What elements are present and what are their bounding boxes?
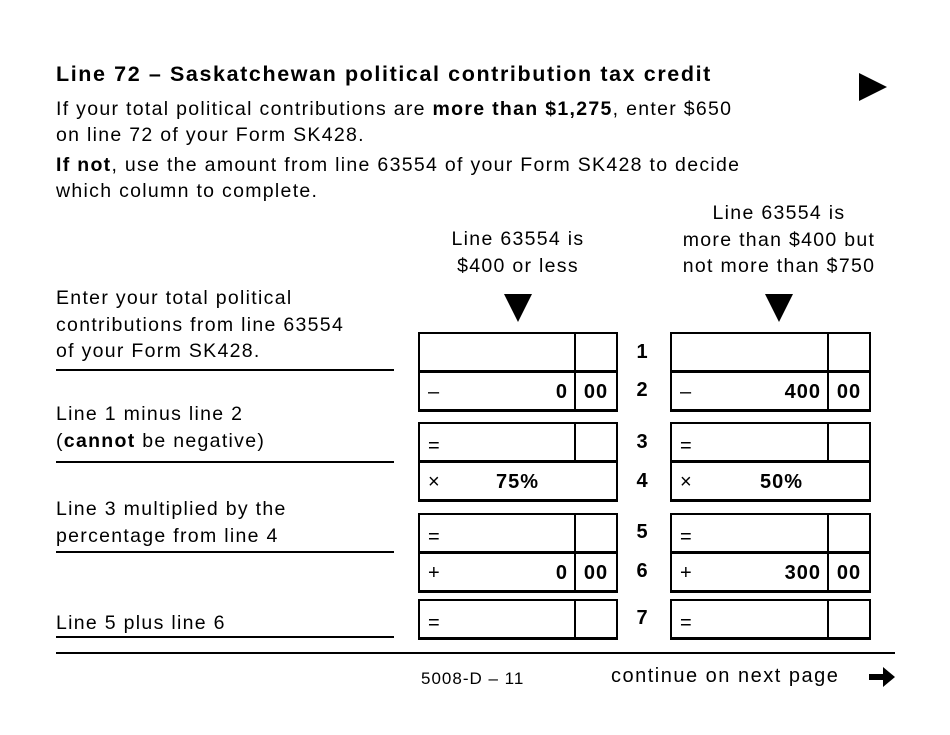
intro-text: which column to complete. — [56, 180, 319, 202]
equals-operator: = — [680, 435, 692, 457]
page-number: 5008-D – 11 — [421, 669, 525, 688]
intro-paragraph-2 — [56, 152, 740, 204]
right-line7-cents-field[interactable] — [827, 601, 869, 637]
intro-if-not: If not — [56, 154, 112, 176]
equals-operator: = — [680, 526, 692, 548]
equals-operator: = — [428, 612, 440, 634]
left-line5-cents-field[interactable] — [574, 515, 616, 551]
line1-label — [56, 285, 344, 365]
right-line6-cents-cell — [827, 554, 869, 590]
label-line: percentage from line 4 — [56, 524, 279, 547]
right-line1-amount-field[interactable] — [670, 332, 871, 373]
line-number-2: 2 — [636, 379, 648, 401]
right-line4-rate: 50% — [759, 471, 804, 493]
label-divider — [56, 461, 394, 463]
intro-text: If your total political contributions are — [56, 98, 433, 120]
right-header-line: Line 63554 is — [712, 202, 846, 224]
label-divider — [56, 636, 394, 638]
continue-arrow-icon[interactable] — [868, 665, 896, 689]
label-line: of your Form SK428. — [56, 340, 261, 362]
left-column-down-arrow-icon — [504, 294, 532, 322]
left-line6-cents-cell — [574, 554, 616, 590]
left-line7-cents-field[interactable] — [574, 601, 616, 637]
right-line6-dollars: 300 — [784, 562, 821, 584]
left-header-line: $400 or less — [457, 254, 579, 277]
label-line: Line 1 minus line 2 — [56, 403, 244, 425]
right-header-line: not more than $750 — [682, 255, 876, 277]
right-line3-cents-field[interactable] — [827, 424, 869, 460]
left-line5-amount-field[interactable] — [418, 513, 618, 554]
equals-operator: = — [428, 435, 440, 457]
left-line4-rate: 75% — [495, 471, 540, 493]
label-line: Line 3 multiplied by the — [56, 498, 287, 520]
multiply-operator: × — [680, 471, 692, 493]
left-line6-dollars: 0 — [555, 562, 568, 584]
equals-operator: = — [428, 526, 440, 548]
multiply-operator: × — [428, 471, 440, 493]
label-line — [56, 428, 265, 455]
label-line: Enter your total political — [56, 287, 293, 309]
right-line6-amount-field — [670, 552, 871, 593]
intro-threshold: more than $1,275 — [432, 98, 613, 120]
right-line5-cents-field[interactable] — [827, 515, 869, 551]
label-line: contributions from line 63554 — [56, 313, 345, 336]
left-line1-amount-field[interactable] — [418, 332, 618, 373]
intro-paragraph-1 — [56, 96, 732, 148]
line7-label: Line 5 plus line 6 — [56, 612, 226, 634]
right-column-header — [655, 200, 903, 280]
right-line1-cents-field[interactable] — [827, 334, 869, 370]
plus-operator: + — [428, 562, 440, 584]
left-line1-cents-field[interactable] — [574, 334, 616, 370]
continue-text[interactable]: continue on next page — [611, 665, 840, 687]
left-line4-rate-cell — [418, 461, 618, 502]
section-title: Line 72 – Saskatchewan political contribution tax credit — [56, 62, 712, 86]
right-line7-amount-field[interactable] — [670, 599, 871, 640]
right-line2-amount-field — [670, 371, 871, 412]
left-line2-cents-cell — [574, 373, 616, 409]
minus-operator: – — [428, 381, 440, 403]
line-number-1: 1 — [636, 341, 648, 363]
label-emphasis: cannot — [63, 429, 136, 452]
line-number-4: 4 — [636, 470, 648, 492]
line-number-7: 7 — [636, 607, 648, 629]
intro-text: on line 72 of your Form SK428. — [56, 124, 365, 146]
line-number-5: 5 — [636, 521, 648, 543]
right-header-line: more than $400 but — [682, 228, 876, 251]
line-number-3: 3 — [636, 431, 648, 453]
right-line2-cents: 00 — [836, 381, 862, 403]
left-line2-amount-field — [418, 371, 618, 412]
next-section-icon[interactable] — [859, 73, 887, 101]
left-column-header — [418, 226, 618, 279]
minus-operator: – — [680, 381, 692, 403]
left-line6-cents: 00 — [583, 562, 609, 584]
line-number-6: 6 — [636, 560, 648, 582]
left-line7-amount-field[interactable] — [418, 599, 618, 640]
line3-label — [56, 401, 265, 454]
left-line2-cents: 00 — [583, 381, 609, 403]
label-divider — [56, 369, 394, 371]
left-line6-amount-field — [418, 552, 618, 593]
label-divider — [56, 551, 394, 553]
right-line2-dollars: 400 — [784, 381, 821, 403]
intro-text: , use the amount from line 63554 of your Form SK428 to decide — [111, 154, 741, 176]
footer-divider — [56, 652, 895, 654]
line5-label — [56, 496, 287, 549]
right-line6-cents: 00 — [836, 562, 862, 584]
left-line3-cents-field[interactable] — [574, 424, 616, 460]
right-line5-amount-field[interactable] — [670, 513, 871, 554]
right-line2-cents-cell — [827, 373, 869, 409]
left-header-line: Line 63554 is — [451, 228, 585, 250]
intro-text: , enter $650 — [612, 98, 733, 120]
left-line3-amount-field[interactable] — [418, 422, 618, 463]
right-line3-amount-field[interactable] — [670, 422, 871, 463]
right-line4-rate-cell — [670, 461, 871, 502]
right-column-down-arrow-icon — [765, 294, 793, 322]
label-text: be negative) — [135, 429, 266, 452]
equals-operator: = — [680, 612, 692, 634]
plus-operator: + — [680, 562, 692, 584]
left-line2-dollars: 0 — [555, 381, 568, 403]
label-text: ( — [56, 429, 64, 452]
